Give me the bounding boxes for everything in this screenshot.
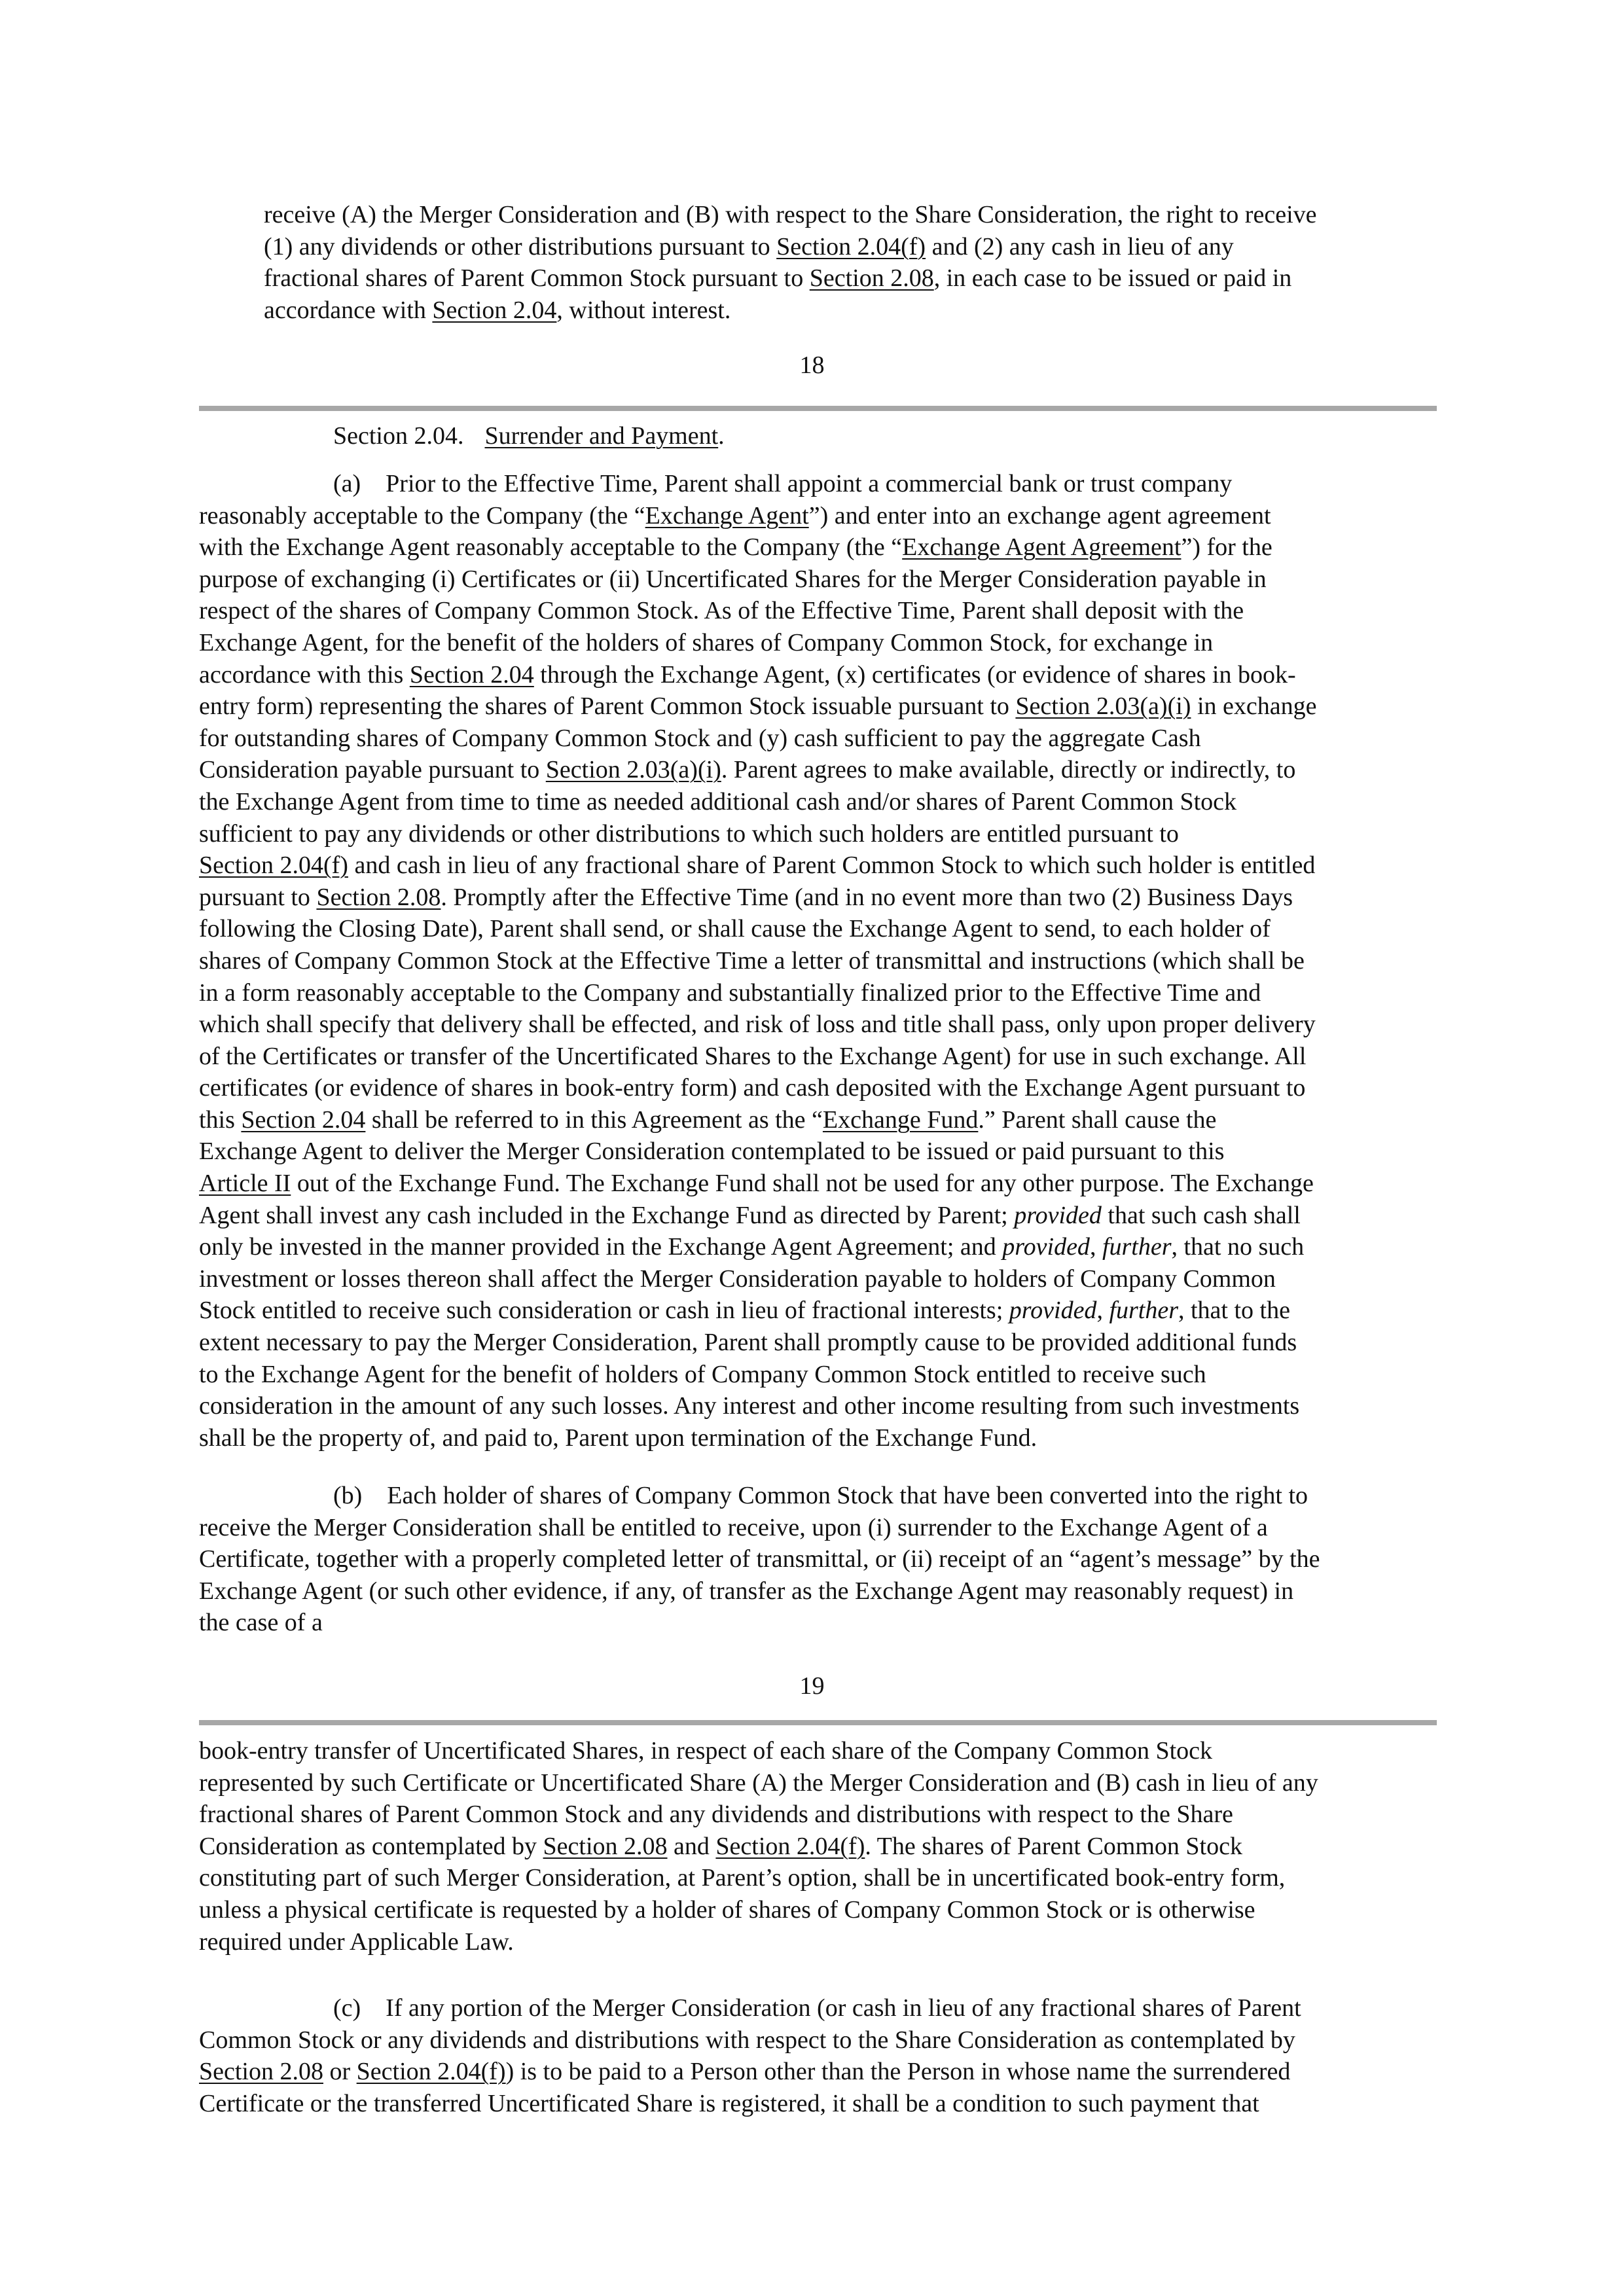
text-line	[264, 231, 1317, 263]
text-run: purpose of exchanging (i) Certificates or (ii) Uncertificated Shares for the Merger Consideration payable in	[199, 565, 1267, 593]
emphasis-text: provided	[1009, 1297, 1097, 1325]
text-run: required under Applicable Law.	[199, 1928, 514, 1956]
text-run: constituting part of such Merger Consideration, at Parent’s option, shall be in uncertificated book-entry form,	[199, 1864, 1286, 1892]
text-line	[199, 786, 1316, 818]
text-run: out of the Exchange Fund. The Exchange Fund shall not be used for any other purpose. The Exchange	[291, 1170, 1314, 1198]
text-run: book-entry transfer of Uncertificated Shares, in respect of each share of the Company Common Stock	[199, 1737, 1212, 1765]
text-run: accordance with	[264, 296, 433, 324]
text-line	[199, 1072, 1316, 1104]
cross-reference: Section 2.08	[809, 264, 934, 293]
text-run: following the Closing Date), Parent shall send, or shall cause the Exchange Agent to send, to each holder of	[199, 915, 1271, 943]
text-run: respect of the shares of Company Common Stock. As of the Effective Time, Parent shall deposit with the	[199, 597, 1244, 625]
text-run: receive the Merger Consideration shall be entitled to receive, upon (i) surrender to the Exchange Agent of a	[199, 1513, 1268, 1541]
text-line	[199, 1009, 1316, 1041]
text-run: consideration in the amount of any such losses. Any interest and other income resulting from such investments	[199, 1392, 1300, 1420]
cross-reference: Exchange Agent Agreement	[902, 533, 1182, 562]
text-run: receive (A) the Merger Consideration and (B) with respect to the Share Consideration, the right to receive	[264, 201, 1317, 228]
text-run: Exchange Agent (or such other evidence, if any, of transfer as the Exchange Agent may reasonably request) in	[199, 1577, 1294, 1605]
paragraph-c	[199, 1992, 1301, 2119]
text-run: (1) any dividends or other distributions pursuant to	[264, 232, 777, 260]
text-line	[264, 262, 1317, 295]
emphasis-text: provided	[1014, 1201, 1102, 1229]
text-line	[264, 199, 1317, 231]
text-run: , that no such	[1171, 1233, 1305, 1261]
text-run: (b) Each holder of shares of Company Common Stock that have been converted into the right to	[333, 1482, 1308, 1509]
text-line	[199, 850, 1316, 882]
cross-reference: Section 2.03(a)(i)	[545, 756, 721, 784]
text-run: ) is to be paid to a Person other than the Person in whose name the surrendered	[505, 2058, 1291, 2086]
text-run: pursuant to	[199, 883, 317, 911]
text-line	[199, 818, 1316, 850]
text-run: and cash in lieu of any fractional share of Parent Common Stock to which such holder is entitled	[348, 852, 1316, 880]
text-line	[199, 723, 1316, 755]
text-line	[199, 1359, 1316, 1391]
text-run: this	[199, 1105, 242, 1134]
text-line	[199, 2088, 1301, 2120]
cross-reference: Exchange Fund	[822, 1105, 979, 1134]
text-line	[199, 1767, 1318, 1799]
text-line	[199, 1231, 1316, 1263]
cross-reference: Section 2.04	[409, 660, 534, 689]
emphasis-text: provided	[1002, 1233, 1090, 1261]
text-run: Certificate or the transferred Uncertificated Share is registered, it shall be a condition to such payment that	[199, 2089, 1259, 2117]
paragraph-b	[199, 1480, 1320, 1639]
text-run: the case of a	[199, 1609, 323, 1637]
text-line	[199, 1136, 1316, 1168]
page-number-19: 19	[799, 1672, 825, 1700]
text-run: accordance with this	[199, 660, 410, 689]
text-run: only be invested in the manner provided in the Exchange Agent Agreement; and	[199, 1233, 1003, 1261]
text-run: through the Exchange Agent, (x) certificates (or evidence of shares in book-	[533, 660, 1296, 689]
text-line	[199, 1041, 1316, 1073]
text-run: fractional shares of Parent Common Stock and any dividends and distributions with respect to the Share	[199, 1801, 1233, 1829]
text-run: Certificate, together with a properly completed letter of transmittal, or (ii) receipt of an “agent’s message” by the	[199, 1545, 1320, 1573]
text-run: and (2) any cash in lieu of any	[926, 232, 1234, 260]
text-run: (c) If any portion of the Merger Consideration (or cash in lieu of any fractional shares of Parent	[333, 1994, 1301, 2022]
text-run: shares of Company Common Stock at the Effective Time a letter of transmittal and instructions (which shall be	[199, 946, 1305, 975]
text-run: Common Stock or any dividends and distributions with respect to the Share Consideration as contemplated by	[199, 2026, 1295, 2054]
cross-reference: Section 2.04(f)	[776, 232, 926, 260]
text-run: extent necessary to pay the Merger Consideration, Parent shall promptly cause to be provided additional funds	[199, 1329, 1297, 1357]
text-line	[199, 1575, 1320, 1607]
text-line	[199, 913, 1316, 945]
section-title: Surrender and Payment	[484, 422, 719, 450]
cross-reference: Section 2.08	[316, 883, 441, 911]
text-line	[199, 1862, 1318, 1894]
paragraph-b-continued	[199, 1735, 1318, 1958]
text-run: Agent shall invest any cash included in the Exchange Fund as directed by Parent;	[199, 1201, 1015, 1229]
cross-reference: Section 2.04	[432, 296, 557, 324]
text-run: fractional shares of Parent Common Stock pursuant to	[264, 264, 810, 293]
text-run: , that to the	[1178, 1297, 1290, 1325]
text-line	[199, 1168, 1316, 1200]
text-run: (a) Prior to the Effective Time, Parent shall appoint a commercial bank or trust company	[333, 470, 1233, 497]
text-line	[199, 1480, 1320, 1512]
text-run: . The shares of Parent Common Stock	[865, 1832, 1242, 1860]
text-run: with the Exchange Agent reasonably acceptable to the Company (the “	[199, 533, 903, 562]
text-line	[199, 945, 1316, 977]
text-run: in a form reasonably acceptable to the Company and substantially finalized prior to the Effective Time and	[199, 978, 1261, 1007]
text-run: , without interest.	[556, 296, 731, 324]
text-line	[199, 1831, 1318, 1863]
text-run: shall be referred to in this Agreement as the “	[365, 1105, 823, 1134]
text-line	[199, 882, 1316, 914]
text-line	[199, 627, 1316, 659]
text-run: ,	[1089, 1233, 1102, 1261]
text-run: . Promptly after the Effective Time (and in no event more than two (2) Business Days	[441, 883, 1293, 911]
text-line	[199, 2056, 1301, 2088]
text-run: ”) and enter into an exchange agent agreement	[808, 501, 1271, 529]
text-line	[199, 1422, 1316, 1454]
text-run: , in each case to be issued or paid in	[933, 264, 1292, 293]
cross-reference: Section 2.03(a)(i)	[1015, 692, 1191, 721]
text-line	[199, 2024, 1301, 2056]
text-run: .” Parent shall cause the	[978, 1105, 1217, 1134]
paragraph-a	[199, 468, 1316, 1454]
text-run: sufficient to pay any dividends or other distributions to which such holders are entitled pursuant to	[199, 819, 1179, 848]
text-run: certificates (or evidence of shares in book-entry form) and cash deposited with the Exchange Agent pursuant to	[199, 1074, 1306, 1102]
text-line	[199, 1200, 1316, 1232]
text-line	[199, 1104, 1316, 1136]
text-line	[199, 564, 1316, 596]
cross-reference: Section 2.04(f)	[715, 1832, 865, 1860]
text-run: Consideration as contemplated by	[199, 1832, 543, 1860]
cross-reference: Section 2.04(f)	[199, 852, 348, 880]
text-run: or	[323, 2058, 357, 2086]
text-line	[199, 595, 1316, 627]
section-heading	[333, 420, 725, 452]
text-line	[199, 1512, 1320, 1544]
text-line	[199, 1894, 1318, 1926]
text-run: ”) for the	[1181, 533, 1272, 562]
page-separator-rule	[199, 406, 1437, 411]
text-run: that such cash shall	[1101, 1201, 1301, 1229]
text-run: . Parent agrees to make available, directly or indirectly, to	[721, 756, 1296, 784]
text-line	[199, 691, 1316, 723]
text-line	[199, 1607, 1320, 1639]
text-line	[199, 977, 1316, 1009]
text-run: Stock entitled to receive such consideration or cash in lieu of fractional interests;	[199, 1297, 1009, 1325]
emphasis-text: further	[1102, 1233, 1172, 1261]
text-run: in exchange	[1191, 692, 1317, 721]
text-line	[199, 754, 1316, 786]
text-line	[199, 1799, 1318, 1831]
text-line	[264, 295, 1317, 327]
text-line	[199, 468, 1316, 500]
text-run: the Exchange Agent from time to time as needed additional cash and/or shares of Parent Common Stock	[199, 787, 1237, 816]
text-run: of the Certificates or transfer of the Uncertificated Shares to the Exchange Agent) for use in such exchange. All	[199, 1042, 1307, 1070]
top-fragment-paragraph	[264, 199, 1317, 326]
page-number-18: 18	[799, 351, 825, 379]
text-line	[199, 1992, 1301, 2024]
section-title-period: .	[718, 422, 725, 450]
text-line	[199, 1295, 1316, 1327]
cross-reference: Section 2.04(f)	[356, 2058, 506, 2086]
text-run: for outstanding shares of Company Common Stock and (y) cash sufficient to pay the aggregate Cash	[199, 724, 1201, 752]
text-run: Consideration payable pursuant to	[199, 756, 546, 784]
text-line	[199, 500, 1316, 532]
text-run: Exchange Agent, for the benefit of the holders of shares of Company Common Stock, for exchange in	[199, 628, 1214, 656]
text-run: which shall specify that delivery shall be effected, and risk of loss and title shall pass, only upon proper delivery	[199, 1011, 1316, 1039]
cross-reference: Article II	[199, 1170, 291, 1198]
text-line	[199, 1263, 1316, 1295]
text-run: ,	[1096, 1297, 1110, 1325]
text-line	[199, 659, 1316, 691]
text-line	[199, 1543, 1320, 1575]
text-line	[199, 1390, 1316, 1422]
text-run: investment or losses thereon shall affect the Merger Consideration payable to holders of Company Common	[199, 1265, 1276, 1293]
cross-reference: Section 2.04	[241, 1105, 366, 1134]
section-number: Section 2.04.	[333, 422, 464, 450]
text-run: to the Exchange Agent for the benefit of holders of Company Common Stock entitled to receive such	[199, 1360, 1206, 1388]
text-line	[199, 1735, 1318, 1767]
text-line	[199, 531, 1316, 564]
text-run: unless a physical certificate is requested by a holder of shares of Company Common Stock or is otherwise	[199, 1895, 1255, 1924]
text-run: shall be the property of, and paid to, Parent upon termination of the Exchange Fund.	[199, 1424, 1038, 1452]
text-line	[199, 1327, 1316, 1359]
page-separator-rule-2	[199, 1720, 1437, 1725]
text-run: reasonably acceptable to the Company (the “	[199, 501, 645, 529]
text-run: and	[667, 1832, 716, 1860]
text-run: represented by such Certificate or Uncertificated Share (A) the Merger Consideration and (B) cash in lieu of any	[199, 1768, 1318, 1797]
text-run: Exchange Agent to deliver the Merger Consideration contemplated to be issued or paid pursuant to this	[199, 1138, 1225, 1166]
cross-reference: Exchange Agent	[645, 501, 809, 529]
text-line	[199, 1926, 1318, 1958]
cross-reference: Section 2.08	[199, 2058, 323, 2086]
emphasis-text: further	[1109, 1297, 1178, 1325]
text-run: entry form) representing the shares of Parent Common Stock issuable pursuant to	[199, 692, 1016, 721]
cross-reference: Section 2.08	[543, 1832, 668, 1860]
